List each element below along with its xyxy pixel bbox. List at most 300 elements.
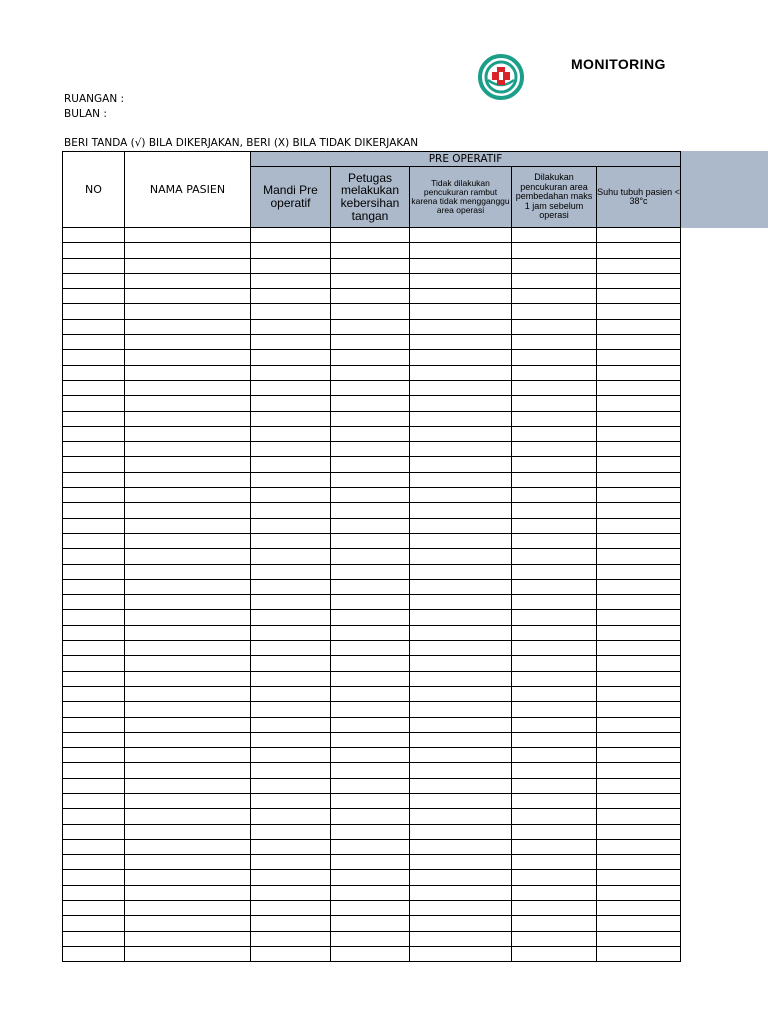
table-cell[interactable] xyxy=(125,809,251,824)
table-cell[interactable] xyxy=(63,671,125,686)
table-cell[interactable] xyxy=(512,350,597,365)
table-cell[interactable] xyxy=(63,656,125,671)
table-cell[interactable] xyxy=(125,671,251,686)
table-cell[interactable] xyxy=(125,901,251,916)
table-cell[interactable] xyxy=(512,457,597,472)
table-cell[interactable] xyxy=(331,442,410,457)
table-cell[interactable] xyxy=(63,595,125,610)
table-cell[interactable] xyxy=(125,396,251,411)
table-cell[interactable] xyxy=(410,809,512,824)
table-cell[interactable] xyxy=(410,564,512,579)
table-cell[interactable] xyxy=(63,289,125,304)
table-cell[interactable] xyxy=(410,503,512,518)
table-cell[interactable] xyxy=(125,778,251,793)
table-cell[interactable] xyxy=(410,625,512,640)
table-cell[interactable] xyxy=(251,411,331,426)
table-cell[interactable] xyxy=(597,931,681,946)
table-cell[interactable] xyxy=(512,732,597,747)
table-cell[interactable] xyxy=(512,855,597,870)
table-cell[interactable] xyxy=(251,380,331,395)
table-cell[interactable] xyxy=(410,595,512,610)
table-cell[interactable] xyxy=(597,549,681,564)
table-cell[interactable] xyxy=(331,365,410,380)
table-cell[interactable] xyxy=(410,579,512,594)
table-cell[interactable] xyxy=(512,289,597,304)
table-cell[interactable] xyxy=(410,228,512,243)
table-cell[interactable] xyxy=(331,671,410,686)
table-cell[interactable] xyxy=(125,824,251,839)
table-cell[interactable] xyxy=(597,579,681,594)
table-cell[interactable] xyxy=(512,488,597,503)
table-cell[interactable] xyxy=(63,380,125,395)
table-cell[interactable] xyxy=(125,610,251,625)
table-cell[interactable] xyxy=(251,824,331,839)
table-cell[interactable] xyxy=(63,426,125,441)
table-cell[interactable] xyxy=(251,702,331,717)
table-cell[interactable] xyxy=(410,610,512,625)
table-cell[interactable] xyxy=(410,304,512,319)
table-cell[interactable] xyxy=(512,839,597,854)
table-cell[interactable] xyxy=(331,243,410,258)
table-cell[interactable] xyxy=(331,549,410,564)
table-cell[interactable] xyxy=(410,870,512,885)
table-cell[interactable] xyxy=(251,442,331,457)
table-cell[interactable] xyxy=(125,472,251,487)
table-cell[interactable] xyxy=(251,518,331,533)
table-cell[interactable] xyxy=(125,855,251,870)
table-cell[interactable] xyxy=(251,870,331,885)
table-cell[interactable] xyxy=(251,472,331,487)
table-cell[interactable] xyxy=(251,686,331,701)
table-cell[interactable] xyxy=(410,319,512,334)
table-cell[interactable] xyxy=(63,748,125,763)
table-cell[interactable] xyxy=(331,488,410,503)
table-cell[interactable] xyxy=(512,885,597,900)
table-cell[interactable] xyxy=(410,289,512,304)
table-cell[interactable] xyxy=(597,319,681,334)
table-cell[interactable] xyxy=(410,916,512,931)
table-cell[interactable] xyxy=(597,732,681,747)
table-cell[interactable] xyxy=(597,457,681,472)
table-cell[interactable] xyxy=(63,472,125,487)
table-cell[interactable] xyxy=(63,228,125,243)
table-cell[interactable] xyxy=(512,748,597,763)
table-cell[interactable] xyxy=(597,839,681,854)
table-cell[interactable] xyxy=(597,411,681,426)
table-cell[interactable] xyxy=(125,564,251,579)
table-cell[interactable] xyxy=(125,793,251,808)
table-cell[interactable] xyxy=(331,335,410,350)
table-cell[interactable] xyxy=(125,503,251,518)
table-cell[interactable] xyxy=(512,533,597,548)
table-cell[interactable] xyxy=(251,901,331,916)
table-cell[interactable] xyxy=(251,717,331,732)
table-cell[interactable] xyxy=(251,763,331,778)
table-cell[interactable] xyxy=(597,625,681,640)
table-cell[interactable] xyxy=(251,748,331,763)
table-cell[interactable] xyxy=(331,778,410,793)
table-cell[interactable] xyxy=(597,610,681,625)
table-cell[interactable] xyxy=(251,625,331,640)
table-cell[interactable] xyxy=(125,228,251,243)
table-cell[interactable] xyxy=(251,243,331,258)
table-cell[interactable] xyxy=(251,732,331,747)
table-cell[interactable] xyxy=(597,656,681,671)
table-cell[interactable] xyxy=(410,702,512,717)
table-cell[interactable] xyxy=(125,319,251,334)
table-cell[interactable] xyxy=(125,748,251,763)
table-cell[interactable] xyxy=(125,579,251,594)
table-cell[interactable] xyxy=(331,457,410,472)
table-cell[interactable] xyxy=(410,885,512,900)
table-cell[interactable] xyxy=(597,350,681,365)
table-cell[interactable] xyxy=(512,503,597,518)
table-cell[interactable] xyxy=(331,472,410,487)
table-cell[interactable] xyxy=(512,656,597,671)
table-cell[interactable] xyxy=(597,442,681,457)
table-cell[interactable] xyxy=(597,686,681,701)
table-cell[interactable] xyxy=(512,579,597,594)
table-cell[interactable] xyxy=(331,304,410,319)
table-cell[interactable] xyxy=(331,885,410,900)
table-cell[interactable] xyxy=(597,472,681,487)
table-cell[interactable] xyxy=(251,793,331,808)
table-cell[interactable] xyxy=(512,518,597,533)
table-cell[interactable] xyxy=(63,304,125,319)
table-cell[interactable] xyxy=(63,549,125,564)
table-cell[interactable] xyxy=(512,702,597,717)
table-cell[interactable] xyxy=(597,641,681,656)
table-cell[interactable] xyxy=(251,365,331,380)
table-cell[interactable] xyxy=(125,946,251,961)
table-cell[interactable] xyxy=(410,380,512,395)
table-cell[interactable] xyxy=(512,335,597,350)
table-cell[interactable] xyxy=(331,793,410,808)
table-cell[interactable] xyxy=(597,916,681,931)
table-cell[interactable] xyxy=(331,595,410,610)
table-cell[interactable] xyxy=(512,426,597,441)
table-cell[interactable] xyxy=(63,870,125,885)
table-cell[interactable] xyxy=(331,426,410,441)
table-cell[interactable] xyxy=(63,243,125,258)
table-cell[interactable] xyxy=(331,809,410,824)
table-cell[interactable] xyxy=(331,748,410,763)
table-cell[interactable] xyxy=(251,258,331,273)
table-cell[interactable] xyxy=(331,931,410,946)
table-cell[interactable] xyxy=(512,319,597,334)
table-cell[interactable] xyxy=(410,472,512,487)
table-cell[interactable] xyxy=(410,243,512,258)
table-cell[interactable] xyxy=(597,901,681,916)
table-cell[interactable] xyxy=(331,870,410,885)
table-cell[interactable] xyxy=(331,717,410,732)
table-cell[interactable] xyxy=(512,870,597,885)
table-cell[interactable] xyxy=(125,533,251,548)
table-cell[interactable] xyxy=(63,442,125,457)
table-cell[interactable] xyxy=(512,228,597,243)
table-cell[interactable] xyxy=(410,686,512,701)
table-cell[interactable] xyxy=(512,258,597,273)
table-cell[interactable] xyxy=(251,289,331,304)
table-cell[interactable] xyxy=(251,809,331,824)
table-cell[interactable] xyxy=(125,243,251,258)
table-cell[interactable] xyxy=(331,273,410,288)
table-cell[interactable] xyxy=(125,488,251,503)
table-cell[interactable] xyxy=(512,809,597,824)
table-cell[interactable] xyxy=(410,946,512,961)
table-cell[interactable] xyxy=(410,671,512,686)
table-cell[interactable] xyxy=(251,946,331,961)
table-cell[interactable] xyxy=(597,824,681,839)
table-cell[interactable] xyxy=(331,579,410,594)
table-cell[interactable] xyxy=(63,885,125,900)
table-cell[interactable] xyxy=(63,503,125,518)
table-cell[interactable] xyxy=(331,564,410,579)
table-cell[interactable] xyxy=(410,778,512,793)
table-cell[interactable] xyxy=(331,656,410,671)
table-cell[interactable] xyxy=(63,365,125,380)
table-cell[interactable] xyxy=(410,442,512,457)
table-cell[interactable] xyxy=(251,533,331,548)
table-cell[interactable] xyxy=(410,335,512,350)
table-cell[interactable] xyxy=(125,717,251,732)
table-cell[interactable] xyxy=(597,717,681,732)
table-cell[interactable] xyxy=(512,671,597,686)
table-cell[interactable] xyxy=(410,855,512,870)
table-cell[interactable] xyxy=(251,426,331,441)
table-cell[interactable] xyxy=(331,702,410,717)
table-cell[interactable] xyxy=(512,273,597,288)
table-cell[interactable] xyxy=(125,732,251,747)
table-cell[interactable] xyxy=(63,625,125,640)
table-cell[interactable] xyxy=(251,656,331,671)
table-cell[interactable] xyxy=(331,533,410,548)
table-cell[interactable] xyxy=(63,717,125,732)
table-cell[interactable] xyxy=(331,380,410,395)
table-cell[interactable] xyxy=(125,380,251,395)
table-cell[interactable] xyxy=(512,686,597,701)
table-cell[interactable] xyxy=(251,335,331,350)
table-cell[interactable] xyxy=(597,396,681,411)
table-cell[interactable] xyxy=(410,396,512,411)
table-cell[interactable] xyxy=(125,702,251,717)
table-cell[interactable] xyxy=(125,839,251,854)
table-cell[interactable] xyxy=(597,778,681,793)
table-cell[interactable] xyxy=(410,763,512,778)
table-cell[interactable] xyxy=(597,763,681,778)
table-cell[interactable] xyxy=(251,304,331,319)
table-cell[interactable] xyxy=(331,319,410,334)
table-cell[interactable] xyxy=(63,533,125,548)
table-cell[interactable] xyxy=(251,564,331,579)
table-cell[interactable] xyxy=(597,289,681,304)
table-cell[interactable] xyxy=(331,503,410,518)
table-cell[interactable] xyxy=(251,595,331,610)
table-cell[interactable] xyxy=(597,380,681,395)
table-cell[interactable] xyxy=(63,824,125,839)
table-cell[interactable] xyxy=(63,702,125,717)
table-cell[interactable] xyxy=(63,641,125,656)
table-cell[interactable] xyxy=(597,228,681,243)
table-cell[interactable] xyxy=(251,549,331,564)
table-cell[interactable] xyxy=(597,533,681,548)
table-cell[interactable] xyxy=(331,855,410,870)
table-cell[interactable] xyxy=(597,855,681,870)
table-cell[interactable] xyxy=(597,793,681,808)
table-cell[interactable] xyxy=(331,916,410,931)
table-cell[interactable] xyxy=(63,610,125,625)
table-cell[interactable] xyxy=(512,564,597,579)
table-cell[interactable] xyxy=(512,365,597,380)
table-cell[interactable] xyxy=(597,518,681,533)
table-cell[interactable] xyxy=(125,273,251,288)
table-cell[interactable] xyxy=(63,931,125,946)
table-cell[interactable] xyxy=(251,503,331,518)
table-cell[interactable] xyxy=(331,610,410,625)
table-cell[interactable] xyxy=(597,702,681,717)
table-cell[interactable] xyxy=(63,809,125,824)
table-cell[interactable] xyxy=(410,901,512,916)
table-cell[interactable] xyxy=(597,946,681,961)
table-cell[interactable] xyxy=(331,686,410,701)
table-cell[interactable] xyxy=(125,885,251,900)
table-cell[interactable] xyxy=(410,488,512,503)
table-cell[interactable] xyxy=(331,518,410,533)
table-cell[interactable] xyxy=(410,533,512,548)
table-cell[interactable] xyxy=(63,946,125,961)
table-cell[interactable] xyxy=(512,717,597,732)
table-cell[interactable] xyxy=(251,319,331,334)
table-cell[interactable] xyxy=(331,641,410,656)
table-cell[interactable] xyxy=(512,793,597,808)
table-cell[interactable] xyxy=(512,931,597,946)
table-cell[interactable] xyxy=(512,472,597,487)
table-cell[interactable] xyxy=(125,442,251,457)
table-cell[interactable] xyxy=(512,901,597,916)
table-cell[interactable] xyxy=(597,595,681,610)
table-cell[interactable] xyxy=(512,641,597,656)
table-cell[interactable] xyxy=(410,717,512,732)
table-cell[interactable] xyxy=(125,365,251,380)
table-cell[interactable] xyxy=(63,763,125,778)
table-cell[interactable] xyxy=(597,273,681,288)
table-cell[interactable] xyxy=(512,380,597,395)
table-cell[interactable] xyxy=(410,549,512,564)
table-cell[interactable] xyxy=(512,549,597,564)
table-cell[interactable] xyxy=(63,564,125,579)
table-cell[interactable] xyxy=(125,595,251,610)
table-cell[interactable] xyxy=(251,273,331,288)
table-cell[interactable] xyxy=(331,839,410,854)
table-cell[interactable] xyxy=(251,488,331,503)
table-cell[interactable] xyxy=(597,304,681,319)
table-cell[interactable] xyxy=(331,228,410,243)
table-cell[interactable] xyxy=(331,411,410,426)
table-cell[interactable] xyxy=(410,824,512,839)
table-cell[interactable] xyxy=(125,457,251,472)
table-cell[interactable] xyxy=(410,656,512,671)
table-cell[interactable] xyxy=(331,901,410,916)
table-cell[interactable] xyxy=(63,457,125,472)
table-cell[interactable] xyxy=(512,442,597,457)
table-cell[interactable] xyxy=(63,579,125,594)
table-cell[interactable] xyxy=(512,946,597,961)
table-cell[interactable] xyxy=(125,931,251,946)
table-cell[interactable] xyxy=(251,228,331,243)
table-cell[interactable] xyxy=(597,564,681,579)
table-cell[interactable] xyxy=(251,671,331,686)
table-cell[interactable] xyxy=(125,304,251,319)
table-cell[interactable] xyxy=(63,396,125,411)
table-cell[interactable] xyxy=(410,350,512,365)
table-cell[interactable] xyxy=(251,931,331,946)
table-cell[interactable] xyxy=(125,518,251,533)
table-cell[interactable] xyxy=(251,457,331,472)
table-cell[interactable] xyxy=(410,365,512,380)
table-cell[interactable] xyxy=(410,426,512,441)
table-cell[interactable] xyxy=(331,763,410,778)
table-cell[interactable] xyxy=(63,350,125,365)
table-cell[interactable] xyxy=(331,258,410,273)
table-cell[interactable] xyxy=(597,243,681,258)
table-cell[interactable] xyxy=(63,335,125,350)
table-cell[interactable] xyxy=(512,243,597,258)
table-cell[interactable] xyxy=(512,778,597,793)
table-cell[interactable] xyxy=(251,610,331,625)
table-cell[interactable] xyxy=(125,426,251,441)
table-cell[interactable] xyxy=(597,671,681,686)
table-cell[interactable] xyxy=(125,335,251,350)
table-cell[interactable] xyxy=(597,503,681,518)
table-cell[interactable] xyxy=(63,793,125,808)
table-cell[interactable] xyxy=(125,686,251,701)
table-cell[interactable] xyxy=(125,411,251,426)
table-cell[interactable] xyxy=(331,625,410,640)
table-cell[interactable] xyxy=(410,931,512,946)
table-cell[interactable] xyxy=(512,411,597,426)
table-cell[interactable] xyxy=(63,732,125,747)
table-cell[interactable] xyxy=(331,396,410,411)
table-cell[interactable] xyxy=(410,748,512,763)
table-cell[interactable] xyxy=(251,855,331,870)
table-cell[interactable] xyxy=(63,488,125,503)
table-cell[interactable] xyxy=(597,885,681,900)
table-cell[interactable] xyxy=(63,319,125,334)
table-cell[interactable] xyxy=(410,258,512,273)
table-cell[interactable] xyxy=(251,885,331,900)
table-cell[interactable] xyxy=(125,625,251,640)
table-cell[interactable] xyxy=(331,824,410,839)
table-cell[interactable] xyxy=(512,763,597,778)
table-cell[interactable] xyxy=(125,350,251,365)
table-cell[interactable] xyxy=(597,365,681,380)
table-cell[interactable] xyxy=(251,396,331,411)
table-cell[interactable] xyxy=(597,335,681,350)
table-cell[interactable] xyxy=(251,778,331,793)
table-cell[interactable] xyxy=(331,350,410,365)
table-cell[interactable] xyxy=(125,870,251,885)
table-cell[interactable] xyxy=(63,686,125,701)
table-cell[interactable] xyxy=(597,426,681,441)
table-cell[interactable] xyxy=(125,763,251,778)
table-cell[interactable] xyxy=(512,824,597,839)
table-cell[interactable] xyxy=(410,839,512,854)
table-cell[interactable] xyxy=(331,732,410,747)
table-cell[interactable] xyxy=(597,488,681,503)
table-cell[interactable] xyxy=(125,656,251,671)
table-cell[interactable] xyxy=(331,289,410,304)
table-cell[interactable] xyxy=(63,916,125,931)
